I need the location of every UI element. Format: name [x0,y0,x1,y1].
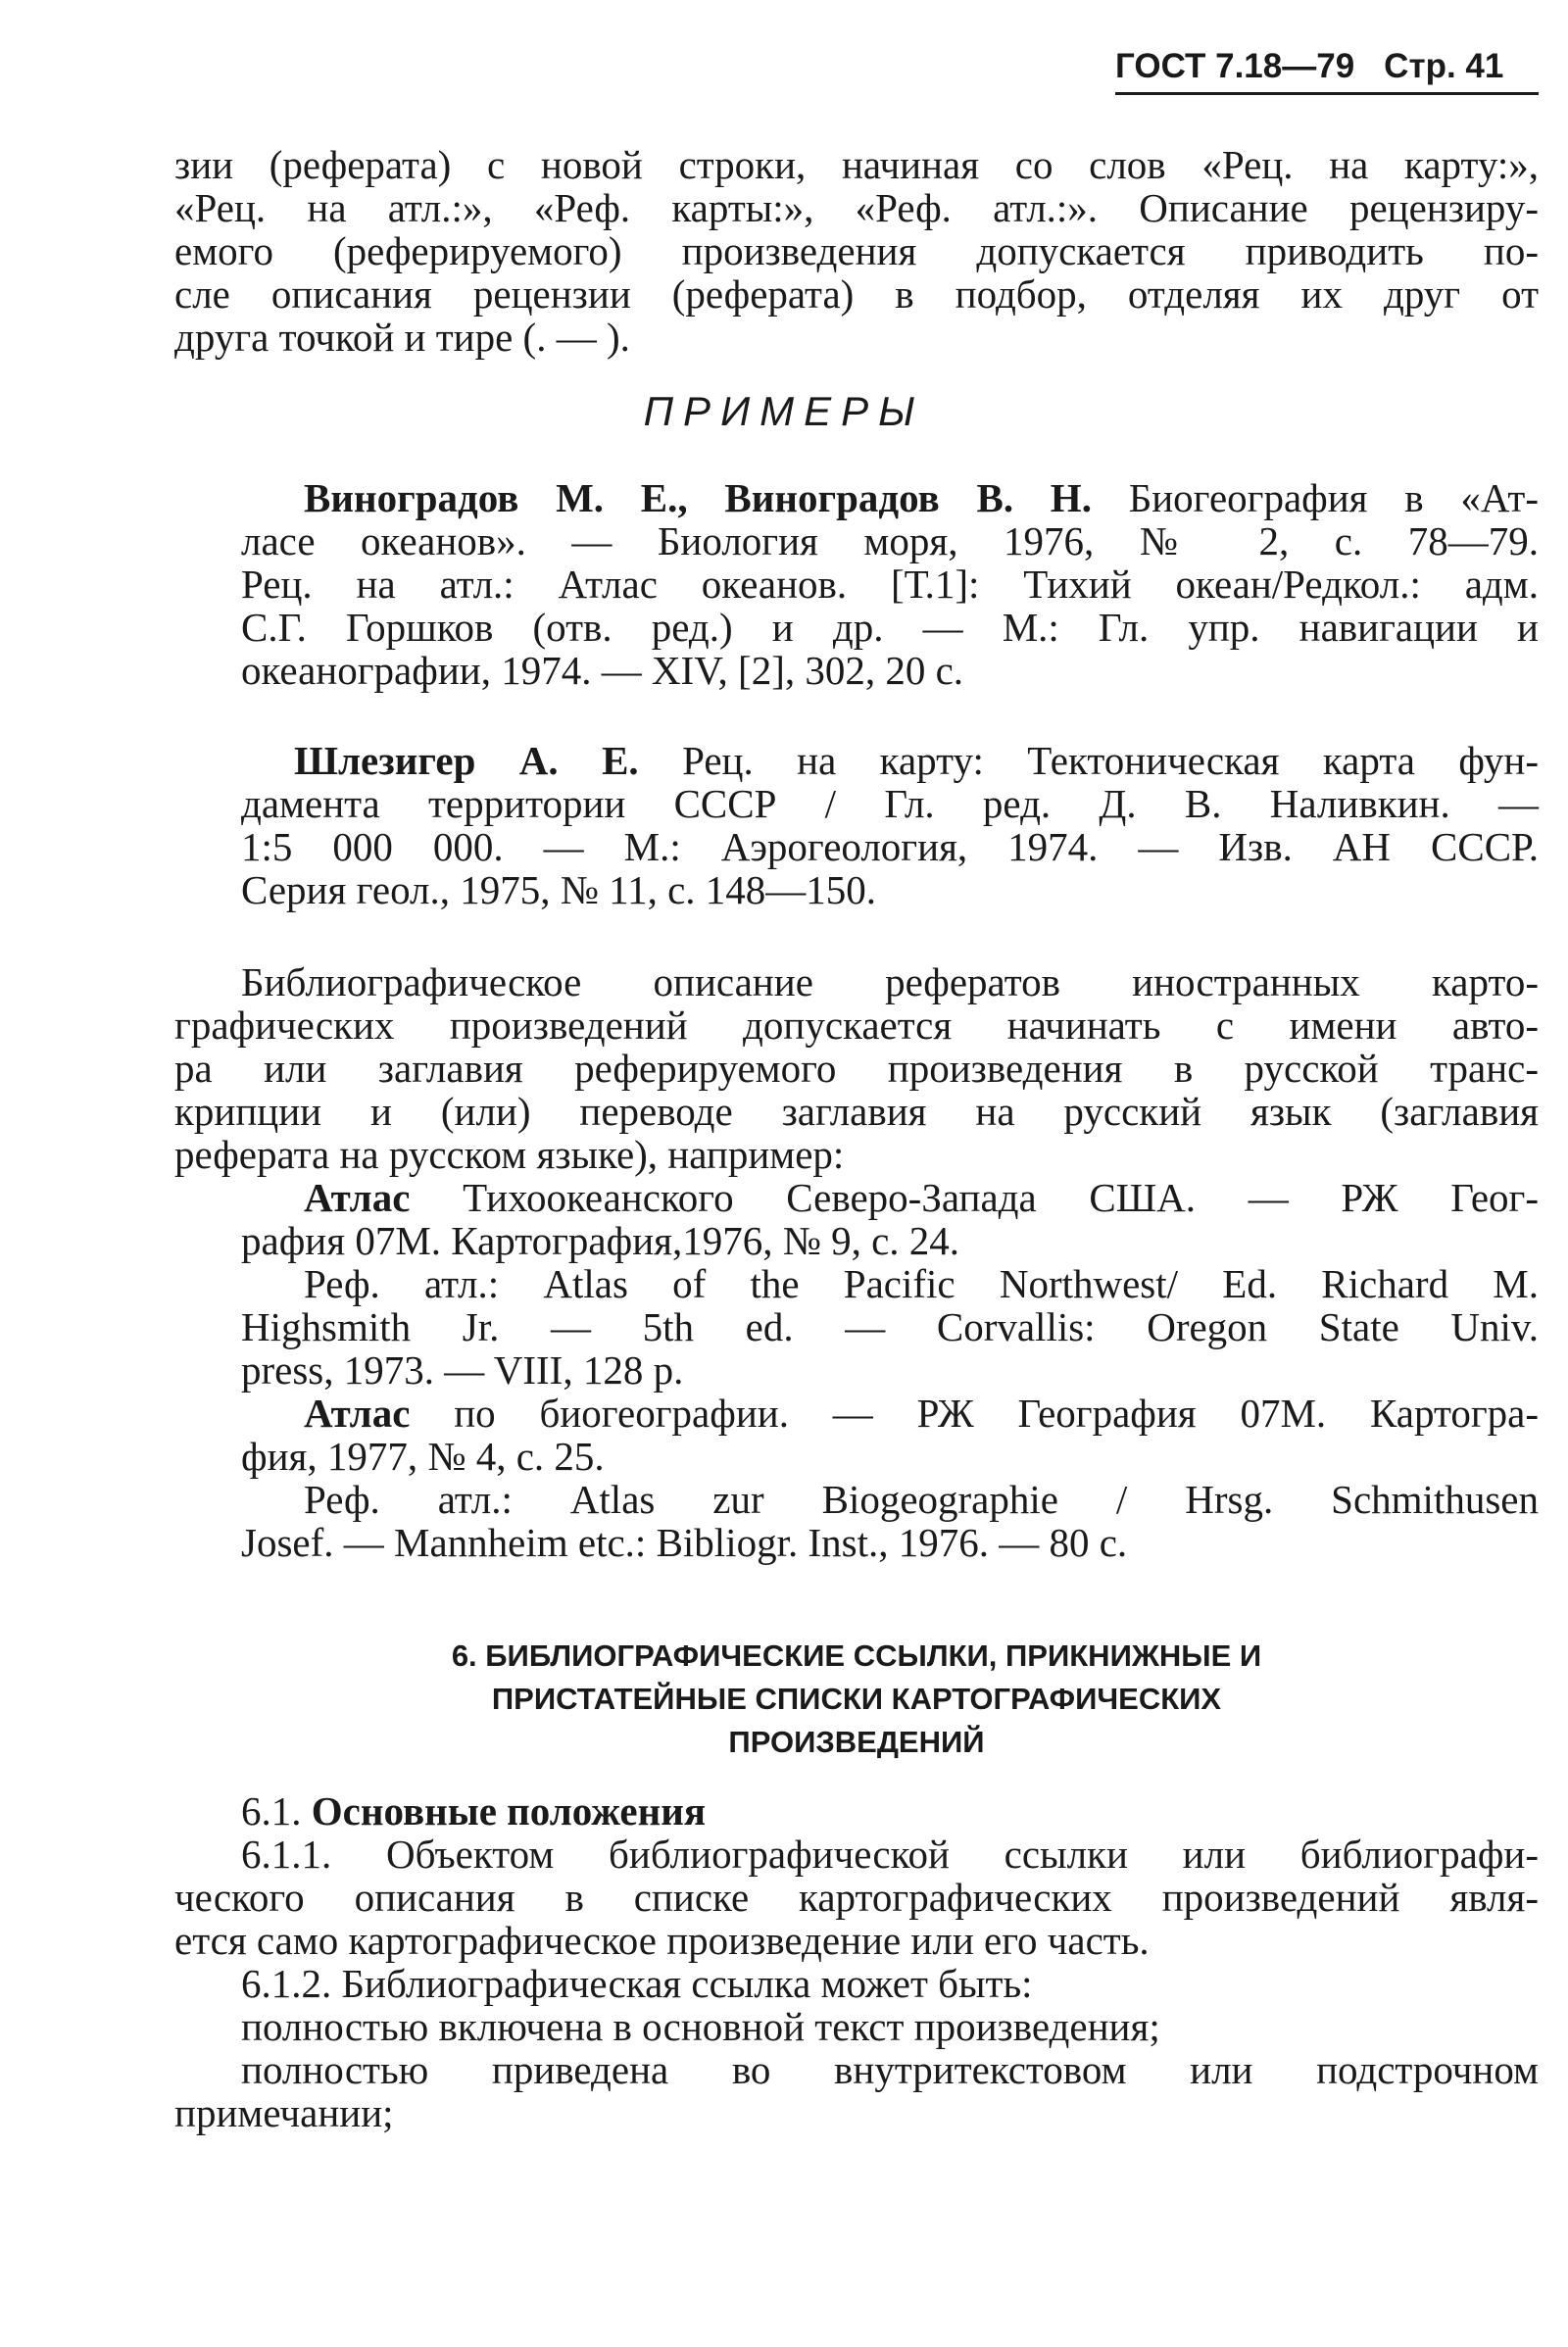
heading-line: ПРИСТАТЕЙНЫЕ СПИСКИ КАРТОГРАФИЧЕСКИХ [491,1682,1222,1716]
page-header [1115,47,1539,95]
example-atlas-biogeography [174,1392,1539,1564]
text-line: 6.1.1. Объектом библиографической ссылки или библиографи- [241,1832,1539,1877]
text-line: ра или заглавия реферируемого произведения в русской транс- [174,1046,1539,1091]
text-line: Highsmith Jr. — 5th ed. — Corvallis: Oregon State Univ. [241,1304,1539,1349]
page-number: Стр. 41 [1384,47,1504,85]
text-line: фия, 1977, № 4, с. 25. [241,1434,605,1479]
text-line: сле описания рецензии (реферата) в подбор, отделяя их друг от [174,271,1539,317]
example-lead: Атлас [304,1175,411,1220]
example-shlezinger [174,739,1539,911]
text-line: Реф. атл.: Atlas of the Pacific Northwest/ Ed. Richard M. [304,1261,1539,1306]
text-line: Josef. — Mannheim etc.: Bibliogr. Inst., 1976. — 80 с. [241,1520,1128,1565]
text-line: дамента территории СССР / Гл. ред. Д. В. Наливкин. — [241,781,1539,826]
text-line: емого (реферируемого) произведения допускается приводить по- [174,228,1539,273]
text-line: «Рец. на атл.:», «Реф. карты:», «Реф. атл.:». Описание рецензиру- [174,185,1539,230]
example-vinogradov [174,476,1539,692]
examples-title: ПРИМЕРЫ [643,388,925,434]
text-line: ется само картографическое произведение или его часть. [174,1918,1150,1963]
text-line: ческого описания в списке картографических произведений явля- [174,1875,1539,1920]
foreign-works-paragraph [174,960,1539,1176]
text-line: 6.1.2. Библиографическая ссылка может быть: [241,1961,1033,2006]
text-line: полностью включена в основной текст произведения; [241,2004,1160,2049]
text-line: Виноградов М. Е., Виноградов В. Н. Биогеография в «Ат- [304,475,1539,520]
standard-number: ГОСТ 7.18—79 [1115,47,1355,85]
text-line: Шлезигер А. Е. Рец. на карту: Тектоническая карта фун- [294,738,1539,783]
text-line: 1:5 000 000. — М.: Аэрогеология, 1974. — Изв. АН СССР. [241,824,1539,869]
example-lead: Атлас [304,1391,411,1436]
example-authors: Виноградов М. Е., Виноградов В. Н. [304,475,1092,520]
example-atlas-pacific [174,1176,1539,1392]
text-line: полностью приведена во внутритекстовом или подстрочном [241,2047,1539,2092]
text-line: графических произведений допускается начинать с имени авто- [174,1002,1539,1048]
example-author: Шлезигер А. Е. [294,738,639,783]
text-line: Серия геол., 1975, № 11, с. 148—150. [241,867,877,912]
text-line: Реф. атл.: Atlas zur Biogeographie / Hrsg. Schmithusen [304,1477,1539,1522]
section-heading [174,1635,1539,1764]
subsection-title: 6.1. Основные положения [241,1788,707,1834]
heading-line: ПРОИЗВЕДЕНИЙ [728,1725,985,1759]
text-line: Библиографическое описание рефератов иностранных карто- [241,959,1539,1004]
text-line: примечании; [174,2090,394,2135]
text-line: ласе океанов». — Биология моря, 1976, № 2, с. 78—79. [241,518,1539,563]
text-line: Атлас по биогеографии. — РЖ География 07М. Картогра- [304,1391,1539,1436]
text-line: рафия 07М. Картография,1976, № 9, с. 24. [241,1218,960,1263]
text-line: друга точкой и тире (. — ). [174,315,630,360]
text-line: Рец. на атл.: Атлас океанов. [Т.1]: Тихий океан/Редкол.: адм. [241,562,1539,607]
heading-line: 6. БИБЛИОГРАФИЧЕСКИЕ ССЫЛКИ, ПРИКНИЖНЫЕ И [451,1638,1262,1673]
text-line: зии (реферата) с новой строки, начиная со слов «Рец. на карту:», [174,142,1539,187]
text-line: press, 1973. — VIII, 128 p. [241,1347,684,1393]
text-line: С.Г. Горшков (отв. ред.) и др. — М.: Гл. упр. навигации и [241,605,1539,650]
text-line: крипции и (или) переводе заглавия на русский язык (заглавия [174,1089,1539,1134]
intro-paragraph [174,143,1539,359]
text-line: океанографии, 1974. — XIV, [2], 302, 20 с. [241,648,964,693]
subsection-6-1 [174,1789,1539,2134]
text-line: реферата на русском языке), например: [174,1132,845,1177]
text-line: Атлас Тихоокеанского Северо-Запада США. — РЖ Геог- [304,1175,1539,1220]
